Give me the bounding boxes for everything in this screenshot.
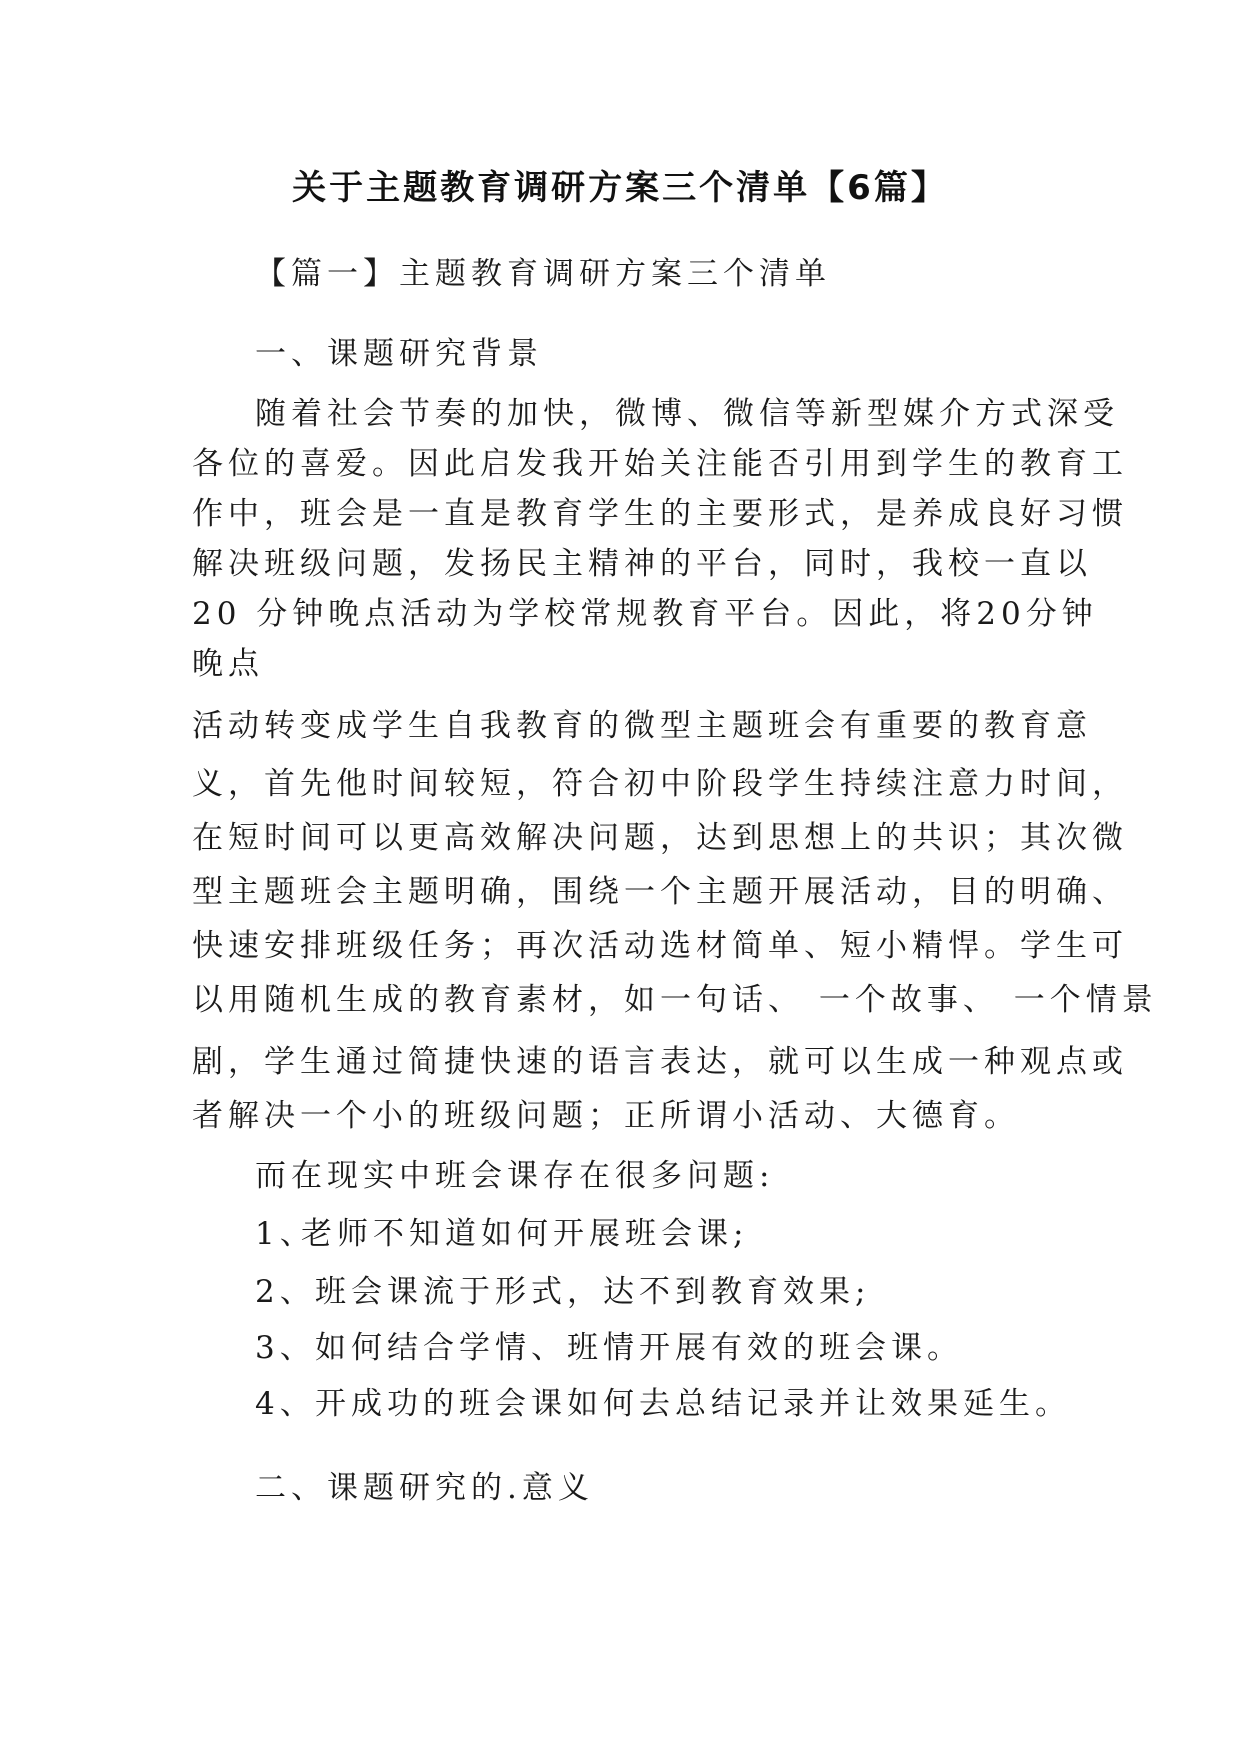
paragraph-line: 在短时间可以更高效解决问题，达到思想上的共识；其次微 <box>192 820 1128 856</box>
paragraph-line: 晚点 <box>192 646 264 682</box>
list-text: 如何结合学情、班情开展有效的班会课。 <box>315 1330 963 1366</box>
paragraph-line: 20 分钟晚点活动为学校常规教育平台。因此，将20分钟 <box>192 596 1098 632</box>
paragraph-line: 各位的喜爱。因此启发我开始关注能否引用到学生的教育工 <box>192 446 1128 482</box>
list-item <box>255 1378 1071 1423</box>
list-number: 2、 <box>255 1274 316 1310</box>
paragraph-line: 剧，学生通过简捷快速的语言表达，就可以生成一种观点或 <box>192 1044 1128 1080</box>
paragraph-line: 者解决一个小的班级问题；正所谓小活动、大德育。 <box>192 1098 1020 1134</box>
section-heading: 【篇一】主题教育调研方案三个清单 <box>255 256 831 292</box>
list-number: 1、 <box>255 1216 316 1252</box>
list-item <box>255 1208 748 1253</box>
list-text: 开成功的班会课如何去总结记录并让效果延生。 <box>315 1386 1071 1422</box>
list-text: 老师不知道如何开展班会课; <box>301 1216 749 1252</box>
paragraph-line: 作中，班会是一直是教育学生的主要形式，是养成良好习惯 <box>192 496 1128 532</box>
list-item <box>255 1266 870 1311</box>
list-text: 班会课流于形式，达不到教育效果; <box>315 1274 871 1310</box>
document-title: 关于主题教育调研方案三个清单【6篇】 <box>292 168 948 208</box>
paragraph-line: 解决班级问题，发扬民主精神的平台，同时，我校一直以 <box>192 546 1092 582</box>
list-number: 3、 <box>255 1330 316 1366</box>
paragraph-line: 义，首先他时间较短，符合初中阶段学生持续注意力时间， <box>192 766 1128 802</box>
paragraph-line: 型主题班会主题明确，围绕一个主题开展活动，目的明确、 <box>192 874 1128 910</box>
paragraph-line: 活动转变成学生自我教育的微型主题班会有重要的教育意 <box>192 708 1092 744</box>
list-item <box>255 1322 963 1367</box>
list-number: 4、 <box>255 1386 316 1422</box>
paragraph-line: 随着社会节奏的加快，微博、微信等新型媒介方式深受 <box>255 396 1119 432</box>
paragraph-line: 快速安排班级任务；再次活动选材简单、短小精悍。学生可 <box>192 928 1128 964</box>
subheading-background: 一、课题研究背景 <box>255 336 543 372</box>
paragraph-line: 以用随机生成的教育素材，如一句话、 一个故事、 一个情景 <box>192 982 1158 1018</box>
problems-intro: 而在现实中班会课存在很多问题: <box>255 1158 775 1194</box>
subheading-significance: 二、课题研究的.意义 <box>255 1470 594 1506</box>
